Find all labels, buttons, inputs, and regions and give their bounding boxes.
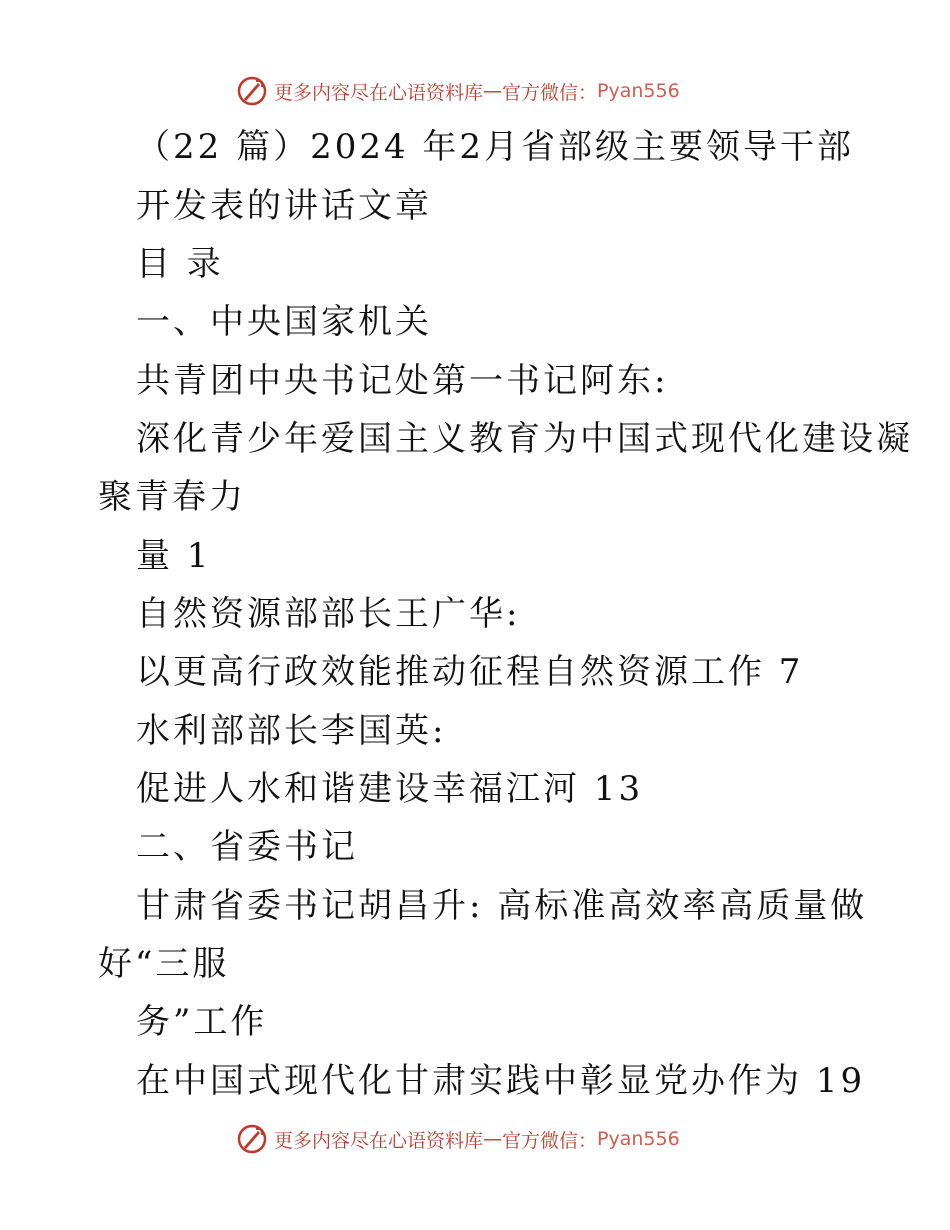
toc-entry-continued: 量 1 bbox=[136, 536, 212, 576]
toc-author-entry: 甘肃省委书记胡昌升: 高标准高效率高质量做 bbox=[136, 886, 868, 926]
toc-entry-continued: 聚青春力 bbox=[98, 477, 246, 517]
watermark-separator: — bbox=[483, 1128, 503, 1150]
watermark-id: Pyan556 bbox=[597, 1128, 680, 1150]
document-title-line-1: （22 篇）2024 年2月省部级主要领导干部 bbox=[136, 127, 855, 167]
document-title-line-2: 开发表的讲话文章 bbox=[136, 186, 432, 226]
toc-entry: 深化青少年爱国主义教育为中国式现代化建设凝 bbox=[136, 419, 913, 459]
toc-entry-continued: 好“三服 bbox=[98, 944, 230, 984]
toc-entry: 以更高行政效能推动征程自然资源工作 7 bbox=[136, 652, 804, 692]
watermark-header bbox=[236, 73, 680, 109]
quill-logo-icon bbox=[236, 1123, 268, 1155]
watermark-site: 更多内容尽在心语资料库 bbox=[274, 1129, 484, 1152]
quill-logo-icon bbox=[236, 75, 268, 107]
toc-author: 共青团中央书记处第一书记阿东: bbox=[136, 361, 669, 401]
watermark-id: Pyan556 bbox=[597, 80, 680, 102]
watermark-site: 更多内容尽在心语资料库 bbox=[274, 81, 484, 104]
watermark-contact: 官方微信： bbox=[502, 81, 598, 104]
toc-entry: 在中国式现代化甘肃实践中彰显党办作为 19 bbox=[136, 1061, 866, 1101]
watermark-contact: 官方微信： bbox=[502, 1129, 598, 1152]
section-heading: 二、省委书记 bbox=[136, 827, 358, 867]
section-heading: 一、中央国家机关 bbox=[136, 302, 432, 342]
toc-author: 自然资源部部长王广华: bbox=[136, 594, 521, 634]
toc-entry: 促进人水和谐建设幸福江河 13 bbox=[136, 769, 644, 809]
watermark-separator: — bbox=[483, 80, 503, 102]
watermark-footer bbox=[236, 1121, 680, 1157]
toc-author: 水利部部长李国英: bbox=[136, 711, 447, 751]
toc-heading: 目 录 bbox=[136, 244, 224, 284]
toc-entry-continued: 务”工作 bbox=[136, 1002, 268, 1042]
